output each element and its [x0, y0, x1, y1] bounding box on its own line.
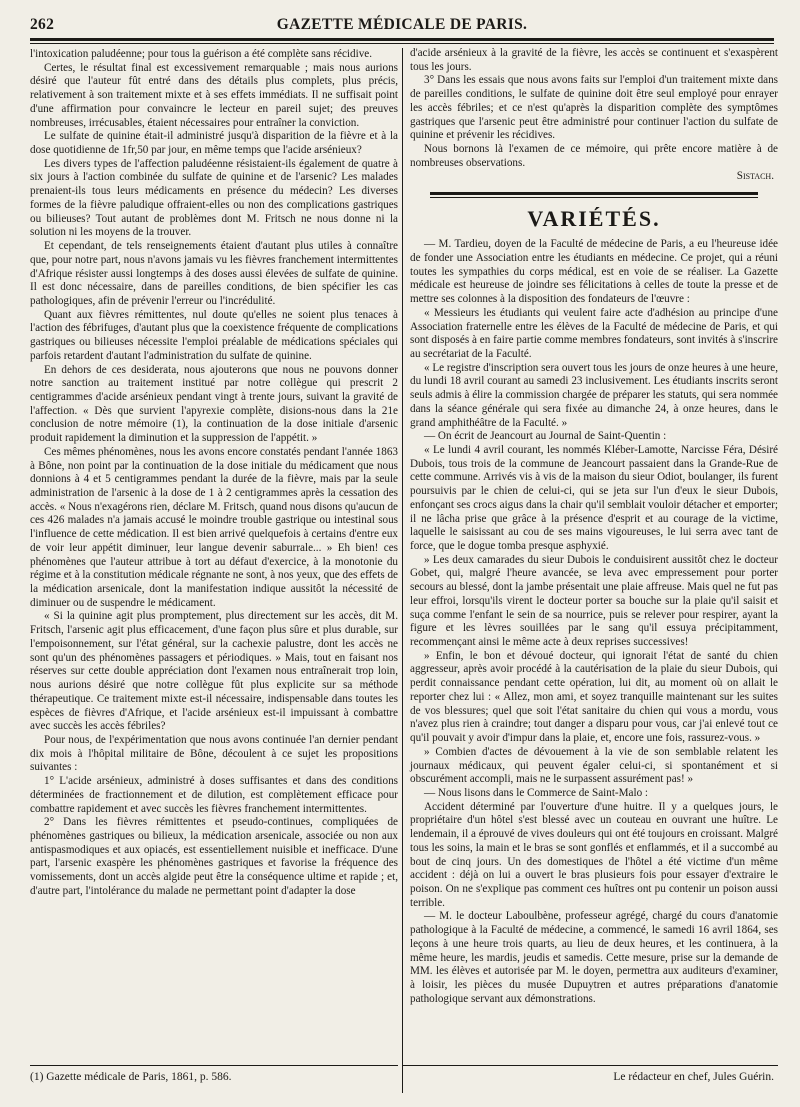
left-column [30, 48, 398, 899]
paragraph: « Si la quinine agit plus promptement, plus directement sur les accès, dit M. Fritsch, l'arsenic agit plus efficacement, d'une façon plus sûre et plus durable, sur l'empoisonnement, sur l'état général, sur la cachexie palustre, dont les accès ne sont qu'un des phénomènes passagers et périodiques. » Mais, tout en faisant nos réserves sur cette double appréciation dont l'examen nous entraînerait trop loin, nous aurions désiré que notre collègue fût plus explicite sur sa méthode thérapeutique. Ce traitement mixte est-il nécessaire, indispensable dans toutes les espèces de fièvres d'Afrique, et l'acide arsénieux est-il impuissant à combattre avec succès les accès fébriles? [30, 610, 398, 733]
paragraph: Et cependant, de tels renseignements étaient d'autant plus utiles à connaître que, pour notre part, nous n'avons jamais vu les fièvres franchement intermittentes d'Afrique résister aussi longtemps à des doses aussi élevées de sulfate de quinine. Il est donc nécessaire, dans de pareilles conditions, de bien spécifier les cas pathologiques, afin de prévenir l'erreur ou l'incrédulité. [30, 240, 398, 307]
header-rule [30, 38, 774, 41]
section-separator [430, 192, 758, 195]
paragraph: Quant aux fièvres rémittentes, nul doute qu'elles ne soient plus tenaces à l'action des fébrifuges, d'autant plus que la coexistence fréquente de complications gastriques ou bilieuses nécessite l'emploi préalable de médications spéciales qui parfois retardent d'autant l'administration du sulfate de quinine. [30, 308, 398, 362]
paragraph: — On écrit de Jeancourt au Journal de Saint-Quentin : [424, 430, 667, 443]
paragraph: Accident déterminé par l'ouverture d'une huitre. Il y a quelques jours, le propriétaire d'un hôtel s'est blessé avec un couteau en ouvrant une huître. Le lendemain, il a éprouvé de vives douleurs qui ont été toujours en croissant. Malgré tous les soins, la main et le bras se sont gonflés et enflammés, et il a succombé au bout de cinq jours. Un des domestiques de l'hôtel a été victime d'un même accident : déjà on lui a ouvert le bras plusieurs fois pour essayer d'extraire le poison. On ne s'explique pas comment ces huîtres ont pu contenir un poison aussi terrible. [410, 800, 778, 909]
paragraph: l'intoxication paludéenne; pour tous la guérison a été complète sans récidive. [30, 48, 372, 60]
section-title: VARIÉTÉS. [527, 206, 661, 232]
column-divider [402, 48, 403, 1093]
paragraph: 3° Dans les essais que nous avons faits sur l'emploi d'un traitement mixte dans de pareilles conditions, le sulfate de quinine doit être seul employé pour enrayer les accès fébriles; et ce n'est qu'après la disparition complète des symptômes gastriques que l'arsenic peut être administré pour continuer l'action du sulfate de quinine et prévenir les récidives. [410, 74, 778, 142]
footnote: (1) Gazette médicale de Paris, 1861, p. 586. [30, 1071, 232, 1083]
running-title: GAZETTE MÉDICALE DE PARIS. [276, 16, 528, 33]
paragraph: 1° L'acide arsénieux, administré à doses suffisantes et dans des conditions déterminées de fractionnement et de dilution, est complètement efficace pour combattre rapidement et avec succès les fièvres franchement intermittentes. [30, 775, 398, 815]
paragraph: 2° Dans les fièvres rémittentes et pseudo-continues, compliquées de phénomènes gastriques ou bilieux, la médication arsenicale, associée ou non aux antispasmodiques et aux opiacés, est essentiellement nuisible et inefficace. D'une part, l'arsenic exaspère les phénomènes gastriques et favorise la fréquence des vomissements, dont un accès algide peut être la conséquence ultime et rapide ; et, d'autre part, l'intolérance du malade ne permettant point d'adapter la dose [30, 816, 398, 897]
paragraph: — M. Tardieu, doyen de la Faculté de médecine de Paris, a eu l'heureuse idée de fonder une Association entre les étudiants en médecine. Ce projet, qui a réuni toutes les sympathies du corps médical, est en voie de se réaliser. La Gazette médicale est heureuse de joindre ses félicitations à celles de toute la presse et de mettre ses colonnes à la disposition des fondateurs de l'œuvre : [410, 238, 778, 306]
page-header [30, 12, 774, 36]
paragraph: Pour nous, de l'expérimentation que nous avons continuée l'an dernier pendant dix mois à l'hôpital militaire de Bône, découlent à ce sujet les propositions suivantes : [30, 733, 398, 774]
section-separator-thin [430, 197, 758, 198]
paragraph: » Enfin, le bon et dévoué docteur, qui ignorait l'état de santé du chien aggresseur, après avoir procédé à la cautérisation de la plaie du sieur Dubois, qui perdit connaissance pendant cette opération, lui dit, au moment où on allait le reporter chez lui : « Allez, mon ami, et soyez tranquille maintenant sur les suites de vos blessures; quel que soit l'état sanitaire du chien qui vous a mordu, vous n'avez plus rien à craindre; tout danger a disparu pour vous, car j'ai enlevé tout ce qu'il pouvait y avoir d'impur dans la plaie, et, encore une fois, rassurez-vous. » [410, 649, 778, 745]
paragraph: » Les deux camarades du sieur Dubois le conduisirent aussitôt chez le docteur Gobet, qui, malgré l'heure avancée, se leva avec empressement pour porter secours au blessé, dont la jambe présentait une plaie affreuse. Mais quel ne fut pas leur effroi, lorsqu'ils virent le docteur porter sa bouche sur la plaie qu'il saisit et suça comme l'enfant le sein de sa nourrice, puis se relever pour respirer, ayant la figure et les lèvres souillées par le sang qu'il essuya précipitamment, recommençant ainsi le même acte à deux reprises successives! [410, 553, 778, 649]
paragraph: « Le registre d'inscription sera ouvert tous les jours de onze heures à une heure, du lundi 18 avril courant au samedi 23 inclusivement. Les étudiants inscrits seront seuls admis à élire la commission chargée de préparer les statuts, qui sera nommée dans la séance générale qui sera fixée au dimanche 24, à onze heures, dans le grand amphithéâtre de la Faculté. » [410, 361, 778, 429]
header-rule-thin [30, 43, 774, 44]
paragraph: « Le lundi 4 avril courant, les nommés Kléber-Lamotte, Narcisse Féra, Désiré Dubois, tous trois de la commune de Jeancourt passaient dans la Grande-Rue de cette commune. Arrivés vis à vis de la maison du sieur Odiot, boulanger, ils furent poursuivis par le chien de celui-ci, qui se jeta sur l'un d'eux le sieur Dubois, enfonçant ses crocs aigus dans la chair qu'il semblait vouloir détacher et emporter; il ne lâcha prise que grâce à la présence d'esprit et au courage de la victime, laquelle le saisissant au cou de ses mains vigoureuses, le lui serra avec tant de force, que le dogue tomba presque asphyxié. [410, 443, 778, 552]
page-number: 262 [30, 16, 55, 33]
editor-credit: Le rédacteur en chef, Jules Guérin. [613, 1071, 774, 1083]
paragraph: Ces mêmes phénomènes, nous les avons encore constatés pendant l'année 1863 à Bône, non point par la continuation de la dose initiale du médicament que nous donnions à 4 et 5 centigrammes pendant la durée de la fièvre, mais par la seule administration de l'arsenic à la dose de 1 à 2 centigrammes après la cessation des accès. « Nous n'exagérons rien, déclare M. Fritsch, quand nous disons qu'aucun de ces 426 malades n'a jamais accusé le moindre trouble gastrique ou intestinal sous l'influence de cette médication. Il est bien arrivé quelquefois à certains d'entre eux de voir leur appétit diminuer, leur langue devenir saburrale... » Eh bien! ces phénomènes que l'auteur attribue à tort au défaut d'exercice, à la monotonie du régime et à la constitution médicale régnante ne sont, à nos yeux, que des effets de la médication arsenicale, dont la manifestation indique aussitôt la nécessité de diminuer ou de suspendre le médicament. [30, 445, 398, 609]
paragraph: — Nous lisons dans le Commerce de Saint-Malo : [424, 786, 649, 799]
author-signature: Sistach. [736, 170, 774, 183]
paragraph: » Combien d'actes de dévouement à la vie de son semblable relatent les journaux médicaux, qui peuvent égaler celui-ci, si spontanément et si obscurément accompli, mais ne le surpassent assurément pas! » [410, 745, 778, 786]
paragraph: — M. le docteur Laboulbène, professeur agrégé, chargé du cours d'anatomie pathologique à la Faculté de médecine, a commencé, le samedi 16 avril 1864, ses leçons à une heure trois quarts, au lieu de deux heures, et les continuera, à la même heure, les mardis, jeudis et samedis. Cette mesure, prise sur la demande de MM. les élèves et autorisée par M. le doyen, permettra aux auditeurs d'examiner, à loisir, les pièces du musée Dupuytren et autres préparations d'anatomie pathologique servant aux démonstrations. [410, 910, 778, 1005]
paragraph: En dehors de ces desiderata, nous ajouterons que nous ne pouvons donner notre sanction au traitement institué par notre collègue qui prescrit 2 centigrammes d'acide arsénieux pendant vingt à trente jours, suivant la gravité de l'affection. « Dès que survient l'apyrexie complète, disions-nous dans la 21e conclusion de notre mémoire (1), la continuation de la dose initiale d'arsenic produit rapidement la diminution et la suppression de l'appétit. » [30, 363, 398, 445]
paragraph: Certes, le résultat final est excessivement remarquable ; mais nous aurions désiré que l'auteur fût entré dans des détails plus complets, plus précis, relativement à son traitement mixte et à ses effets immédiats. Il ne suffisait point d'une affirmation pour convaincre le lecteur en pareil sujet; des preuves nombreuses, irrécusables, étaient nécessaires pour entraîner la conviction. [30, 61, 398, 129]
footnote-rule [30, 1065, 398, 1066]
paragraph: « Messieurs les étudiants qui veulent faire acte d'adhésion au principe d'une Association fraternelle entre les élèves de la Faculté de médecine de Paris, et qui sont disposés à en faire partie comme membres fondateurs, sont invités à s'inscrire au secrétariat de la Faculté. [410, 306, 778, 360]
paragraph: Nous bornons là l'examen de ce mémoire, qui prête encore matière à de nombreuses observations. [410, 143, 778, 169]
right-column [410, 47, 778, 1006]
bottom-rule [402, 1065, 778, 1066]
paragraph: Les divers types de l'affection paludéenne résistaient-ils également de quatre à six jours à l'action combinée du sulfate de quinine et de l'arsenic? Les malades prenaient-ils tous leurs médicaments en présence du médecin? Les diverses formes de la fièvre paludique offraient-elles ou non des complications gastriques ou bilieuses? Tout autant de problèmes dont M. Fritsch ne nous donne ni la solution ni les moyens de la trouver. [30, 157, 398, 239]
paragraph: d'acide arsénieux à la gravité de la fièvre, les accès se continuent et s'exaspèrent tous les jours. [410, 47, 778, 73]
paragraph: Le sulfate de quinine était-il administré jusqu'à disparition de la fièvre et à la dose quotidienne de 1fr,50 par jour, en même temps que l'acide arsénieux? [30, 130, 398, 157]
